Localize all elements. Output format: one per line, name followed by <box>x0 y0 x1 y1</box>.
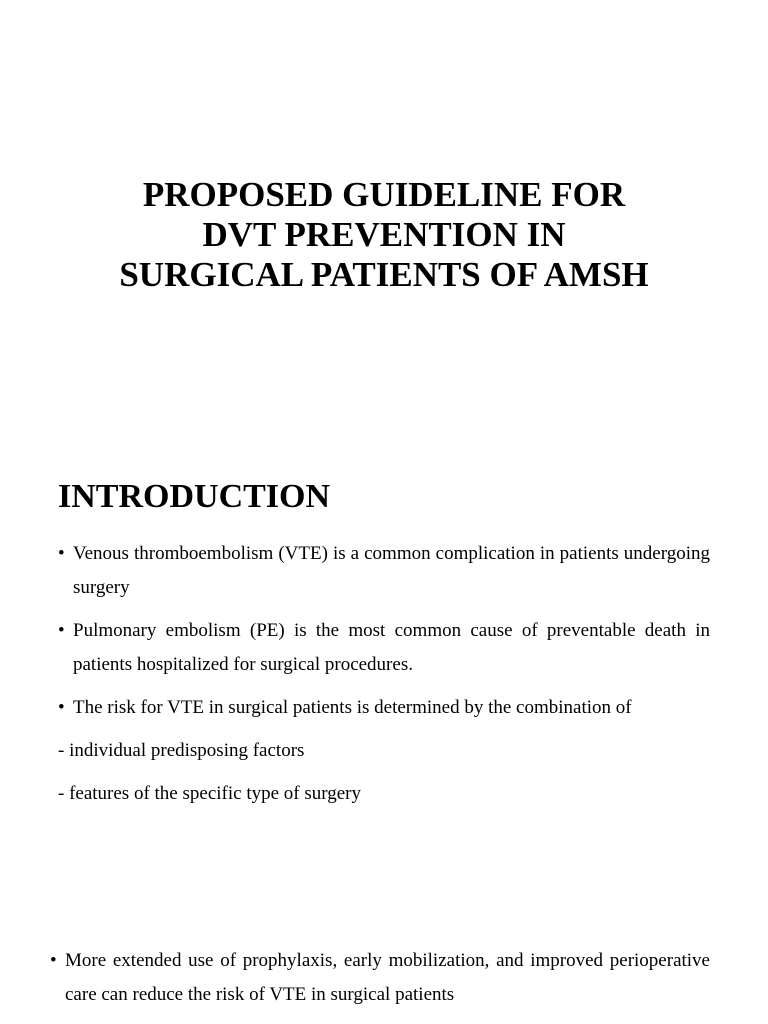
bullet-text: Venous thromboembolism (VTE) is a common complication in patients undergoing surgery <box>73 543 710 598</box>
bullet-dot: • <box>58 543 65 564</box>
bullet-text: The risk for VTE in surgical patients is determined by the combination of <box>73 697 632 718</box>
document-title <box>0 175 768 295</box>
bullet-dot: • <box>58 697 65 718</box>
title-line-1: PROPOSED GUIDELINE FOR <box>142 175 626 214</box>
section-heading-introduction: INTRODUCTION <box>58 478 331 515</box>
bullet-text: Pulmonary embolism (PE) is the most common cause of preventable death in patients hospitalized for surgical procedures. <box>73 620 710 675</box>
next-section-bullet-list <box>50 944 710 1021</box>
title-line-3: SURGICAL PATIENTS OF AMSH <box>119 255 649 294</box>
sub-item: - features of the specific type of surgery <box>58 783 361 804</box>
bullet-text: More extended use of prophylaxis, early mobilization, and improved perioperative care can reduce the risk of VTE in surgical patients <box>65 950 710 1005</box>
title-line-2: DVT PREVENTION IN <box>202 215 566 254</box>
bullet-item <box>58 537 710 605</box>
bullet-dot: • <box>50 950 57 971</box>
bullet-dot: • <box>58 620 65 641</box>
bullet-item <box>50 944 710 1012</box>
bullet-item <box>58 691 710 725</box>
bullet-item <box>58 614 710 682</box>
sub-item: - individual predisposing factors <box>58 740 305 761</box>
introduction-bullet-list <box>58 537 710 820</box>
